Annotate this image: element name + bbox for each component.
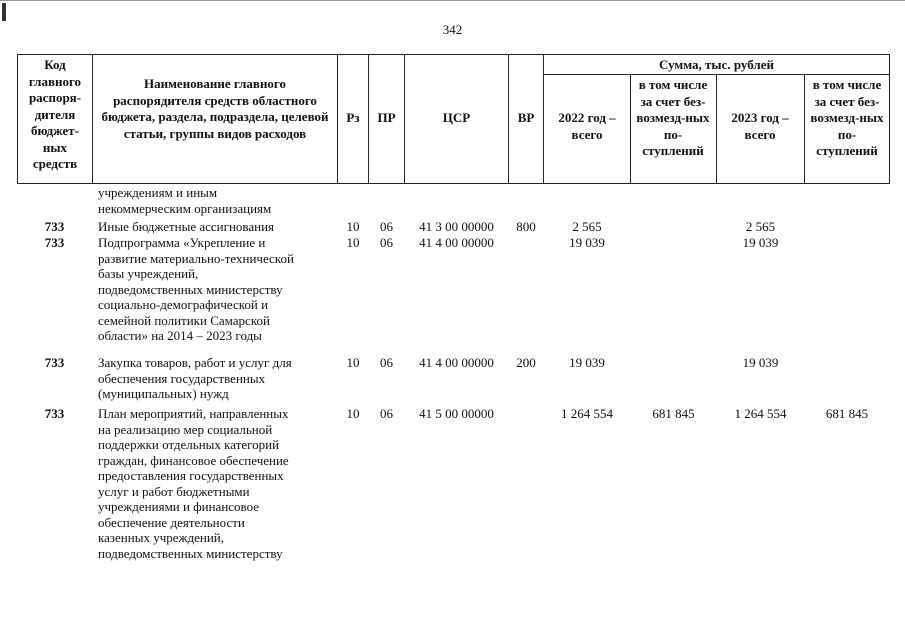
row-csr: 41 3 00 00000 [419, 219, 494, 234]
row-pr: 06 [380, 406, 393, 421]
row-pr: 06 [380, 235, 393, 250]
row-rz: 10 [346, 406, 360, 421]
row-2023-total: 19 039 [742, 355, 779, 370]
row-2022-total: 2 565 [572, 219, 602, 234]
header-sum: Сумма, тыс. рублей [659, 57, 774, 72]
row-name: Иные бюджетные ассигнования [98, 219, 275, 234]
header-2022-free: в том числе за счет без-возмезд-ных по-ступлений [636, 77, 710, 158]
header-code: Код главного распоря-дителя бюджет-ных средств [28, 57, 82, 171]
row-2022-free: 681 845 [652, 406, 695, 421]
row-code: 733 [44, 406, 65, 421]
header-rz: Рз [346, 110, 360, 125]
row-pr: 06 [380, 355, 393, 370]
row-vr: 200 [516, 355, 536, 370]
row-pr: 06 [380, 219, 393, 234]
header-2023-total: 2023 год – всего [731, 110, 789, 142]
row-2023-total: 1 264 554 [734, 406, 787, 421]
row-csr: 41 4 00 00000 [419, 355, 494, 370]
row-name: учреждениям и иным некоммерческим организациям [98, 185, 272, 216]
row-csr: 41 5 00 00000 [419, 406, 494, 421]
header-2022-total: 2022 год – всего [558, 110, 616, 142]
row-2022-total: 19 039 [569, 355, 605, 370]
row-csr: 41 4 00 00000 [419, 235, 494, 250]
row-rz: 10 [346, 355, 360, 370]
row-2022-total: 19 039 [569, 235, 605, 250]
row-2022-total: 1 264 554 [561, 406, 613, 421]
row-code: 733 [44, 355, 65, 370]
row-2023-free: 681 845 [825, 406, 869, 421]
header-pr: ПР [377, 110, 396, 125]
row-rz: 10 [346, 235, 360, 250]
header-csr: ЦСР [442, 110, 471, 125]
page-number: 342 [442, 22, 463, 37]
row-2023-total: 19 039 [742, 235, 779, 250]
scan-corner-mark [2, 3, 6, 21]
row-rz: 10 [346, 219, 360, 234]
row-vr: 800 [516, 219, 536, 234]
header-name: Наименование главного распорядителя средств областного бюджета, раздела, подраздела, целевой статьи, группы видов расходов [101, 76, 329, 141]
header-vr: ВР [517, 110, 535, 125]
row-name: План мероприятий, направленных на реализацию мер социальной поддержки отдельных категорий граждан, финансовое обеспечение предоставления государственных услуг и работ бюджетными учреждениями и финансовое обеспечение деятельности казенных учреждений, подведомственных министерству [98, 406, 289, 561]
header-2023-free: в том числе за счет без-возмезд-ных по-ступлений [810, 77, 884, 158]
row-2023-total: 2 565 [745, 219, 776, 234]
row-name: Закупка товаров, работ и услуг для обеспечения государственных (муниципальных) нужд [98, 355, 292, 401]
row-name: Подпрограмма «Укрепление и развитие материально-технической базы учреждений, подведомственных министерству социально-демографической и семейной политики Самарской области» на 2014 – 2023 годы [98, 235, 294, 343]
scan-edge-line [0, 0, 905, 1]
row-code: 733 [44, 235, 65, 250]
row-code: 733 [44, 219, 65, 234]
